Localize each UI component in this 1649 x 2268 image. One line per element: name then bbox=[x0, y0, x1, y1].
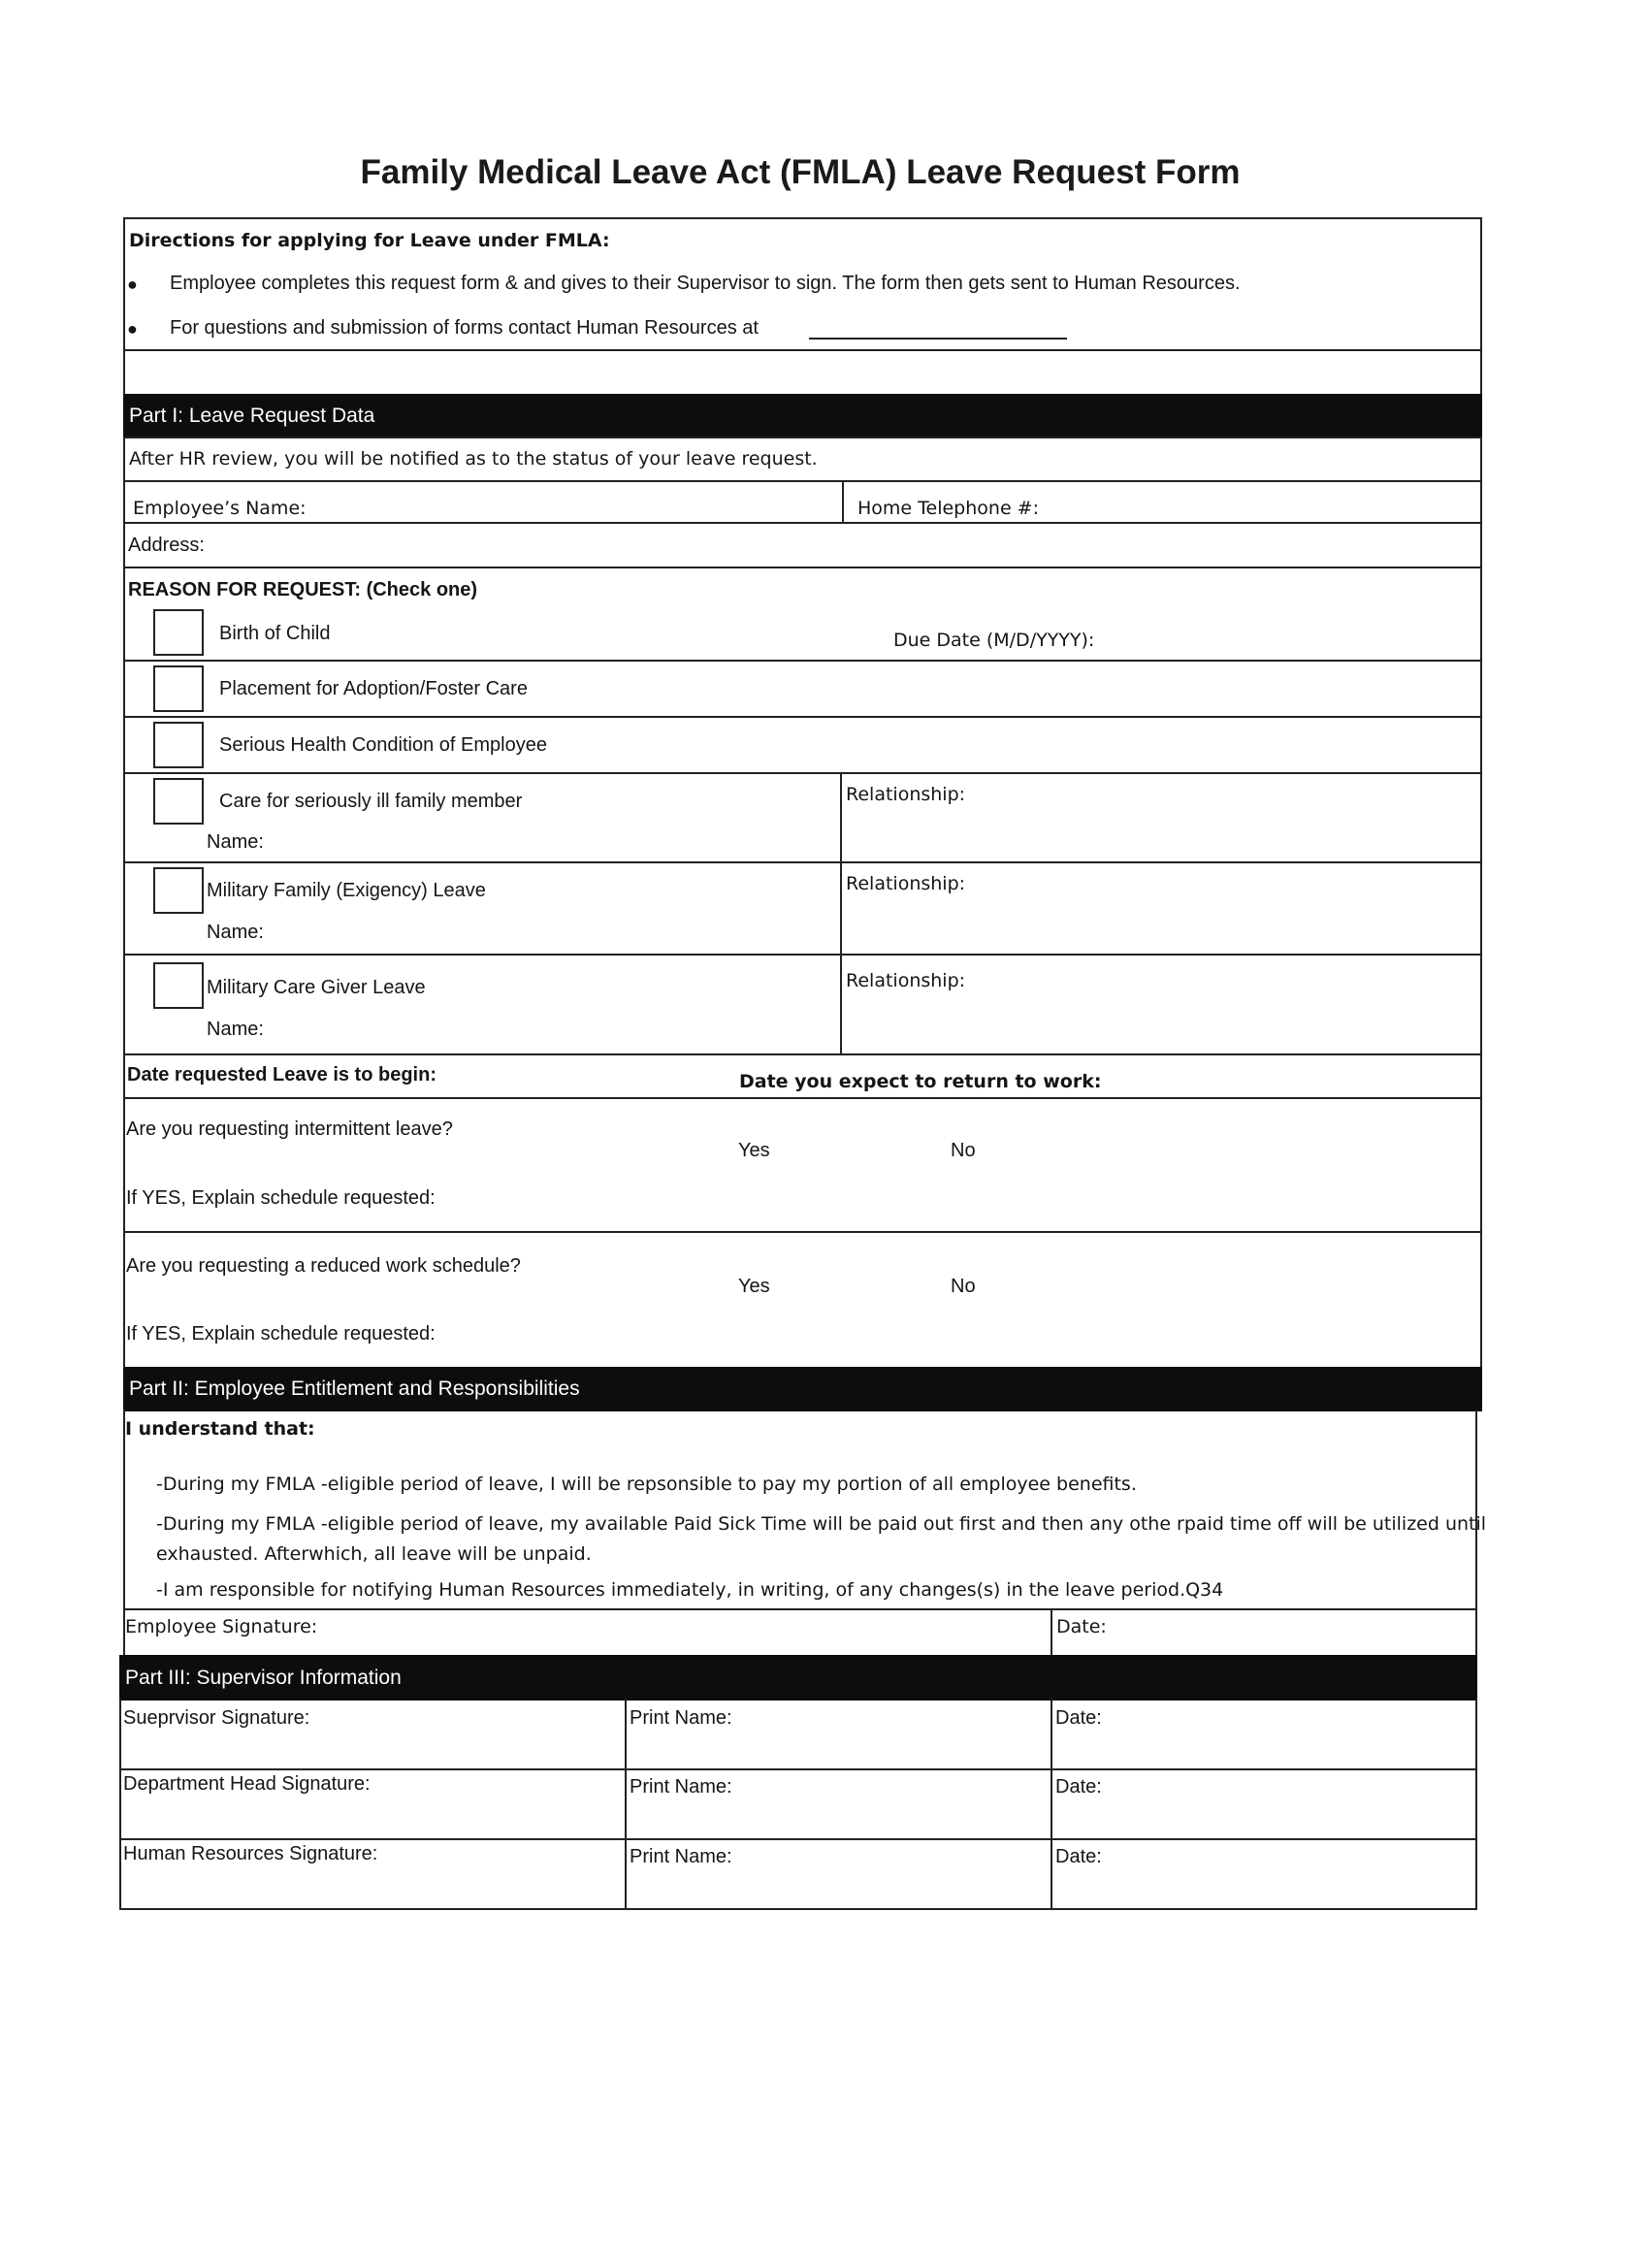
employee-signature-row bbox=[123, 1608, 1477, 1657]
bullet-icon: ● bbox=[127, 275, 138, 294]
military-family-relationship-label: Relationship: bbox=[846, 873, 966, 894]
military-family-name-label: Name: bbox=[207, 922, 264, 943]
statement-2: -During my FMLA -eligible period of leave, my available Paid Sick Time will be paid out first and then any othe rpaid time off will be utilized until exhausted. Afterwhich, all leave will be unpaid. bbox=[156, 1513, 1487, 1565]
row-divider bbox=[123, 716, 1482, 718]
department-head-date-label[interactable]: Date: bbox=[1055, 1776, 1102, 1798]
directions-heading: Directions for applying for Leave under FMLA: bbox=[129, 230, 610, 251]
row-divider bbox=[123, 954, 1482, 956]
reason-family-care: Care for seriously ill family member bbox=[219, 791, 523, 812]
part2-header: Part II: Employee Entitlement and Responsibilities bbox=[123, 1367, 1482, 1411]
employee-signature-label[interactable]: Employee Signature: bbox=[125, 1616, 318, 1637]
reason-adoption: Placement for Adoption/Foster Care bbox=[219, 678, 528, 699]
family-care-name-label: Name: bbox=[207, 831, 264, 853]
family-care-checkbox[interactable] bbox=[153, 778, 204, 825]
part1-header: Part I: Leave Request Data bbox=[123, 394, 1482, 438]
part3-table bbox=[119, 1699, 1477, 1910]
supervisor-print-name-label[interactable]: Print Name: bbox=[630, 1707, 732, 1729]
department-head-signature-label[interactable]: Department Head Signature: bbox=[123, 1773, 371, 1795]
reason-military-family: Military Family (Exigency) Leave bbox=[207, 880, 486, 901]
row-divider bbox=[123, 660, 1482, 662]
part3-column-divider-2 bbox=[1051, 1699, 1052, 1910]
reason-serious-health: Serious Health Condition of Employee bbox=[219, 734, 547, 756]
address-row bbox=[123, 522, 1482, 568]
row-divider bbox=[119, 1768, 1477, 1770]
relationship-column-divider bbox=[840, 772, 842, 1055]
adoption-checkbox[interactable] bbox=[153, 665, 204, 712]
row-divider bbox=[123, 772, 1482, 774]
serious-health-checkbox[interactable] bbox=[153, 722, 204, 768]
return-to-work-label: Date you expect to return to work: bbox=[739, 1071, 1102, 1092]
statement-3: -I am responsible for notifying Human Resources immediately, in writing, of any changes(s) in the leave period.Q34 bbox=[156, 1579, 1224, 1601]
military-caregiver-checkbox[interactable] bbox=[153, 962, 204, 1009]
hr-print-name-label[interactable]: Print Name: bbox=[630, 1846, 732, 1867]
intermittent-explain-label: If YES, Explain schedule requested: bbox=[126, 1187, 436, 1209]
row-divider bbox=[119, 1838, 1477, 1840]
hr-signature-label[interactable]: Human Resources Signature: bbox=[123, 1843, 378, 1864]
directions-item-1: Employee completes this request form & and gives to their Supervisor to sign. The form then gets sent to Human Resources. bbox=[170, 273, 1241, 294]
row-divider bbox=[123, 861, 1482, 863]
employee-signature-divider bbox=[1051, 1608, 1052, 1657]
understand-heading: I understand that: bbox=[125, 1418, 315, 1440]
reduced-no[interactable]: No bbox=[951, 1276, 976, 1297]
statement-1: -During my FMLA -eligible period of leave, I will be repsonsible to pay my portion of all employee benefits. bbox=[156, 1474, 1137, 1495]
employee-date-label[interactable]: Date: bbox=[1056, 1616, 1107, 1637]
hr-contact-blank[interactable] bbox=[809, 338, 1067, 340]
reason-birth-of-child: Birth of Child bbox=[219, 623, 331, 644]
military-caregiver-name-label: Name: bbox=[207, 1019, 264, 1040]
part3-column-divider-1 bbox=[625, 1699, 627, 1910]
directions-item-2: For questions and submission of forms contact Human Resources at bbox=[170, 317, 759, 339]
home-phone-label: Home Telephone #: bbox=[857, 498, 1040, 519]
hr-date-label[interactable]: Date: bbox=[1055, 1846, 1102, 1867]
form-title: Family Medical Leave Act (FMLA) Leave Request Form bbox=[360, 153, 1241, 191]
name-phone-row bbox=[123, 480, 1482, 524]
reduced-yes[interactable]: Yes bbox=[738, 1276, 770, 1297]
bullet-icon: ● bbox=[127, 319, 138, 339]
birth-of-child-checkbox[interactable] bbox=[153, 609, 204, 656]
due-date-label: Due Date (M/D/YYYY): bbox=[893, 630, 1095, 651]
intermittent-no[interactable]: No bbox=[951, 1140, 976, 1161]
supervisor-date-label[interactable]: Date: bbox=[1055, 1707, 1102, 1729]
intermittent-question: Are you requesting intermittent leave? bbox=[126, 1118, 453, 1140]
intermittent-yes[interactable]: Yes bbox=[738, 1140, 770, 1161]
spacer-row bbox=[123, 349, 1482, 396]
reason-heading: REASON FOR REQUEST: (Check one) bbox=[128, 579, 478, 600]
intermittent-row bbox=[123, 1097, 1482, 1233]
employee-name-label: Employee’s Name: bbox=[133, 498, 307, 519]
part3-header: Part III: Supervisor Information bbox=[119, 1655, 1477, 1701]
department-head-print-name-label[interactable]: Print Name: bbox=[630, 1776, 732, 1798]
military-caregiver-relationship-label: Relationship: bbox=[846, 970, 966, 991]
part1-notice: After HR review, you will be notified as to the status of your leave request. bbox=[129, 448, 818, 470]
reduced-schedule-row bbox=[123, 1231, 1482, 1369]
reduced-question: Are you requesting a reduced work schedule? bbox=[126, 1255, 521, 1277]
leave-begin-label: Date requested Leave is to begin: bbox=[127, 1064, 436, 1085]
reason-military-caregiver: Military Care Giver Leave bbox=[207, 977, 426, 998]
family-care-relationship-label: Relationship: bbox=[846, 784, 966, 805]
reduced-explain-label: If YES, Explain schedule requested: bbox=[126, 1323, 436, 1345]
name-phone-divider bbox=[842, 480, 844, 524]
military-family-checkbox[interactable] bbox=[153, 867, 204, 914]
address-label: Address: bbox=[128, 535, 205, 556]
supervisor-signature-label[interactable]: Sueprvisor Signature: bbox=[123, 1707, 310, 1729]
